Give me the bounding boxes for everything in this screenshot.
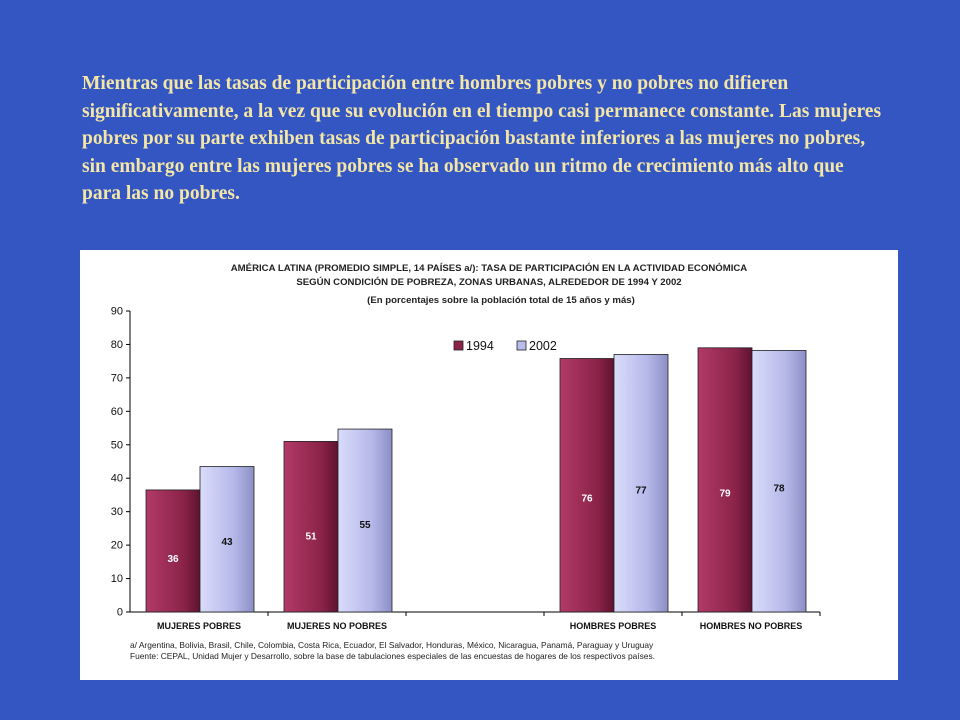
x-tick-label: HOMBRES POBRES xyxy=(569,621,657,631)
chart-source: Fuente: CEPAL, Unidad Mujer y Desarrollo, sobre la base de tabulaciones especiales de las encuestas de hogares de los respectivos países. xyxy=(130,650,655,661)
data-label-2002: 78 xyxy=(773,483,785,495)
data-label-2002: 77 xyxy=(635,485,647,497)
y-tick-label: 50 xyxy=(110,439,123,452)
x-tick-label: HOMBRES NO POBRES xyxy=(699,621,803,631)
y-tick-label: 30 xyxy=(110,506,123,519)
data-label-2002: 55 xyxy=(359,519,371,531)
y-tick-label: 20 xyxy=(110,539,123,552)
data-label-1994: 79 xyxy=(719,488,731,500)
chart-notes xyxy=(130,640,890,661)
legend-swatch-2002 xyxy=(517,341,526,350)
y-tick-label: 0 xyxy=(116,606,123,619)
x-tick-label: MUJERES POBRES xyxy=(156,621,242,631)
chart-footnote: a/ Argentina, Bolivia, Brasil, Chile, Colombia, Costa Rica, Ecuador, El Salvador, Honduras, México, Nicaragua, Panamá, Paraguay y Uruguay xyxy=(130,640,654,650)
data-label-1994: 76 xyxy=(581,493,593,505)
bar-2002 xyxy=(752,350,806,612)
x-tick-label: MUJERES NO POBRES xyxy=(286,621,388,631)
legend-swatch-1994 xyxy=(454,341,463,350)
intro-paragraph: Mientras que las tasas de participación entre hombres pobres y no pobres no difieren significativamente, a la vez que su evolución en el tiempo casi permanece constante. Las mujeres pobres por su parte exhiben tasas de participación bastante inferiores a las mujeres no pobres, sin embargo entre las mujeres pobres se ha observado un ritmo de crecimiento más alto que para las no pobres. xyxy=(82,73,882,205)
data-label-1994: 51 xyxy=(305,531,317,543)
y-tick-label: 70 xyxy=(110,372,123,385)
y-tick-label: 60 xyxy=(110,405,123,418)
bar-1994 xyxy=(284,441,338,612)
legend-label-1994: 1994 xyxy=(466,339,494,353)
bar-1994 xyxy=(560,358,614,612)
bar-chart xyxy=(80,250,898,640)
chart-subtitle: (En porcentajes sobre la población total de 15 años y más) xyxy=(367,295,635,306)
y-tick-label: 90 xyxy=(110,305,123,318)
data-label-1994: 36 xyxy=(167,553,179,565)
bar-1994 xyxy=(146,490,200,612)
chart-title-line1: AMÉRICA LATINA (PROMEDIO SIMPLE, 14 PAÍSES a/): TASA DE PARTICIPACIÓN EN LA ACTIVIDAD ECONÓMICA xyxy=(230,263,748,274)
bar-1994 xyxy=(698,348,752,612)
bar-2002 xyxy=(614,354,668,612)
y-tick-label: 40 xyxy=(110,472,123,485)
y-tick-label: 80 xyxy=(110,338,123,351)
chart-panel xyxy=(80,250,898,680)
chart-title-line2: SEGÚN CONDICIÓN DE POBREZA, ZONAS URBANAS, ALREDEDOR DE 1994 Y 2002 xyxy=(296,277,682,288)
y-tick-label: 10 xyxy=(110,573,123,586)
legend-label-2002: 2002 xyxy=(529,339,557,353)
data-label-2002: 43 xyxy=(221,537,233,549)
